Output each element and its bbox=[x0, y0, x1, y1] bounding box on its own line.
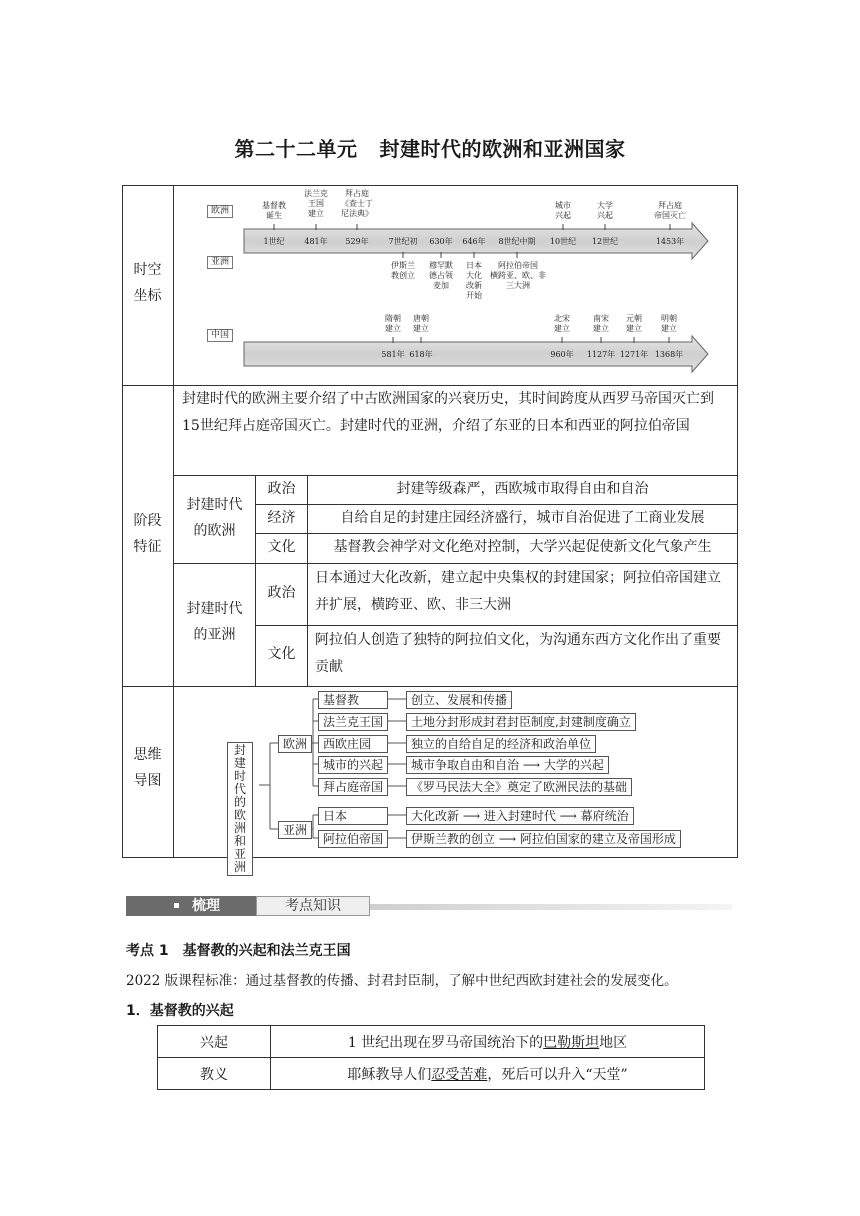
timeline-event: 基督教 诞生 bbox=[262, 201, 286, 220]
timeline-tag-china: 中国 bbox=[207, 329, 233, 342]
timeline-axis-label: 630年 bbox=[429, 237, 453, 246]
mindmap-node: 拜占庭帝国 bbox=[318, 778, 388, 796]
mindmap-desc: 《罗马民法大全》奠定了欧洲民法的基础 bbox=[406, 778, 632, 796]
kp1-heading: 考点 1 基督教的兴起和法兰克王国 bbox=[126, 943, 351, 959]
mindmap-node: 基督教 bbox=[318, 691, 388, 709]
kp1-standard: 2022 版课程标准：通过基督教的传播、封君封臣制，了解中世纪西欧封建社会的发展变化。 bbox=[126, 973, 678, 989]
timeline-event: 拜占庭 帝国灭亡 bbox=[654, 201, 686, 220]
row-label-line: 特征 bbox=[133, 539, 162, 555]
mindmap-node: 城市的兴起 bbox=[318, 756, 388, 774]
mindmap-desc: 城市争取自由和自治 ⟶ 大学的兴起 bbox=[406, 756, 609, 774]
stage-intro: 封建时代的欧洲主要介绍了中古欧洲国家的兴衰历史，其时间跨度从西罗马帝国灭亡到15世纪拜占庭帝国灭亡。封建时代的亚洲，介绍了东亚的日本和西亚的阿拉伯帝国 bbox=[182, 391, 714, 434]
timeline-event: 穆罕默 德占领 麦加 bbox=[429, 261, 453, 290]
timeline-axis-label: 1453年 bbox=[655, 237, 685, 246]
stage-europe-value: 封建等级森严，西欧城市取得自由和自治 bbox=[396, 481, 649, 497]
mindmap-desc: 伊斯兰教的创立 ⟶ 阿拉伯国家的建立及帝国形成 bbox=[406, 830, 681, 848]
section-bar-dark bbox=[126, 896, 256, 916]
timeline-axis-label: 10世纪 bbox=[549, 237, 577, 246]
timeline-axis-label: 1127年 bbox=[586, 350, 616, 359]
stage-asia-label: 封建时代 的亚洲 bbox=[186, 601, 243, 643]
section-bar-right-label: 考点知识 bbox=[285, 898, 341, 914]
kp1-value-text: 1 世纪出现在罗马帝国统治下的 bbox=[347, 1034, 544, 1051]
mindmap-desc: 大化改新 ⟶ 进入封建时代 ⟶ 幕府统治 bbox=[406, 807, 634, 825]
table-row bbox=[158, 1058, 705, 1090]
kp1-table bbox=[157, 1025, 705, 1090]
row-label-line: 思维 bbox=[133, 747, 162, 763]
timeline-event: 明朝 建立 bbox=[661, 314, 677, 333]
timeline-axis-label: 960年 bbox=[550, 350, 574, 359]
timeline-event: 隋朝 建立 bbox=[385, 314, 401, 333]
stage-europe-value: 自给自足的封建庄园经济盛行，城市自治促进了工商业发展 bbox=[340, 510, 705, 526]
kp1-value bbox=[271, 1058, 705, 1090]
row-label-line: 坐标 bbox=[133, 288, 162, 304]
stage-europe-value: 基督教会神学对文化绝对控制，大学兴起促使新文化气象产生 bbox=[333, 539, 712, 555]
mindmap-node: 法兰克王国 bbox=[318, 713, 388, 731]
timeline-event: 北宋 建立 bbox=[554, 314, 570, 333]
section-bar-rule bbox=[370, 904, 732, 910]
timeline-tag-europe: 欧洲 bbox=[207, 205, 233, 218]
stage-europe-key: 文化 bbox=[267, 539, 296, 555]
section-bar-square-icon bbox=[174, 903, 179, 908]
table-row bbox=[158, 1026, 705, 1058]
timeline-axis-label: 1368年 bbox=[654, 350, 684, 359]
timeline-event: 唐朝 建立 bbox=[413, 314, 429, 333]
stage-europe-label: 封建时代 的欧洲 bbox=[186, 497, 243, 539]
timeline-event: 元朝 建立 bbox=[626, 314, 642, 333]
row-label-line: 阶段 bbox=[133, 513, 162, 529]
mindmap-node: 西欧庄园 bbox=[318, 735, 388, 753]
mindmap-desc: 创立、发展和传播 bbox=[406, 691, 512, 709]
stage-europe-key: 经济 bbox=[267, 510, 296, 526]
timeline-axis-label: 1世纪 bbox=[263, 237, 285, 246]
kp1-value-underlined: 忍受苦难 bbox=[431, 1066, 488, 1083]
kp1-key: 教义 bbox=[158, 1058, 271, 1090]
timeline-axis-label: 1271年 bbox=[619, 350, 649, 359]
timeline-axis-label: 8世纪中期 bbox=[498, 237, 536, 246]
page-title: 第二十二单元 封建时代的欧洲和亚洲国家 bbox=[234, 137, 626, 161]
row-label-line: 导图 bbox=[133, 773, 162, 789]
timeline-axis-label: 12世纪 bbox=[591, 237, 619, 246]
timeline-event: 大学 兴起 bbox=[597, 201, 613, 220]
mindmap-node: 阿拉伯帝国 bbox=[318, 830, 388, 848]
timeline-event: 拜占庭 《查士丁 尼法典》 bbox=[341, 189, 373, 218]
row-label-line: 时空 bbox=[133, 262, 162, 278]
stage-asia-key: 政治 bbox=[267, 585, 296, 601]
kp1-subheading: 1．基督教的兴起 bbox=[126, 1003, 234, 1019]
timeline-event: 日本 大化 改新 开始 bbox=[466, 261, 482, 300]
mindmap-node: 日本 bbox=[318, 807, 388, 825]
timeline-event: 南宋 建立 bbox=[593, 314, 609, 333]
timeline-axis-label: 581年 bbox=[381, 350, 405, 359]
kp1-value-text: ，死后可以升入“天堂” bbox=[487, 1066, 628, 1083]
timeline-axis-label: 481年 bbox=[304, 237, 328, 246]
kp1-value-text: 地区 bbox=[599, 1034, 628, 1051]
timeline-axis-label: 646年 bbox=[462, 237, 486, 246]
stage-asia-value: 阿拉伯人创造了独特的阿拉伯文化，为沟通东西方文化作出了重要贡献 bbox=[315, 632, 721, 675]
mindmap-branch-asia: 亚洲 bbox=[278, 821, 312, 839]
mindmap-root: 封 建 时 代 的 欧 洲 和 亚 洲 bbox=[227, 742, 253, 876]
kp1-key: 兴起 bbox=[158, 1026, 271, 1058]
timeline-tag-asia: 亚洲 bbox=[207, 256, 233, 269]
timeline-event: 伊斯兰 教创立 bbox=[391, 261, 415, 280]
section-bar-left-label: 梳理 bbox=[192, 898, 220, 914]
timeline-axis-label: 618年 bbox=[409, 350, 433, 359]
mindmap-desc: 独立的自给自足的经济和政治单位 bbox=[406, 735, 596, 753]
timeline-event: 城市 兴起 bbox=[555, 201, 571, 220]
section-bar bbox=[126, 896, 732, 916]
kp1-value-underlined: 巴勒斯坦 bbox=[543, 1034, 600, 1051]
timeline-axis-label: 529年 bbox=[345, 237, 369, 246]
mindmap-branch-europe: 欧洲 bbox=[278, 735, 312, 753]
stage-europe-key: 政治 bbox=[267, 481, 296, 497]
stage-asia-value: 日本通过大化改新，建立起中央集权的封建国家；阿拉伯帝国建立并扩展，横跨亚、欧、非三大洲 bbox=[315, 570, 721, 613]
stage-asia-key: 文化 bbox=[267, 646, 296, 662]
kp1-value bbox=[271, 1026, 705, 1058]
kp1-value-text: 耶稣教导人们 bbox=[347, 1066, 432, 1083]
timeline-axis-label: 7世纪初 bbox=[388, 237, 418, 246]
mindmap-desc: 土地分封形成封君封臣制度,封建制度确立 bbox=[406, 713, 636, 731]
timeline-event: 法兰克 王国 建立 bbox=[304, 189, 328, 218]
timeline-event: 阿拉伯帝国 横跨亚、欧、非 三大洲 bbox=[490, 261, 546, 290]
